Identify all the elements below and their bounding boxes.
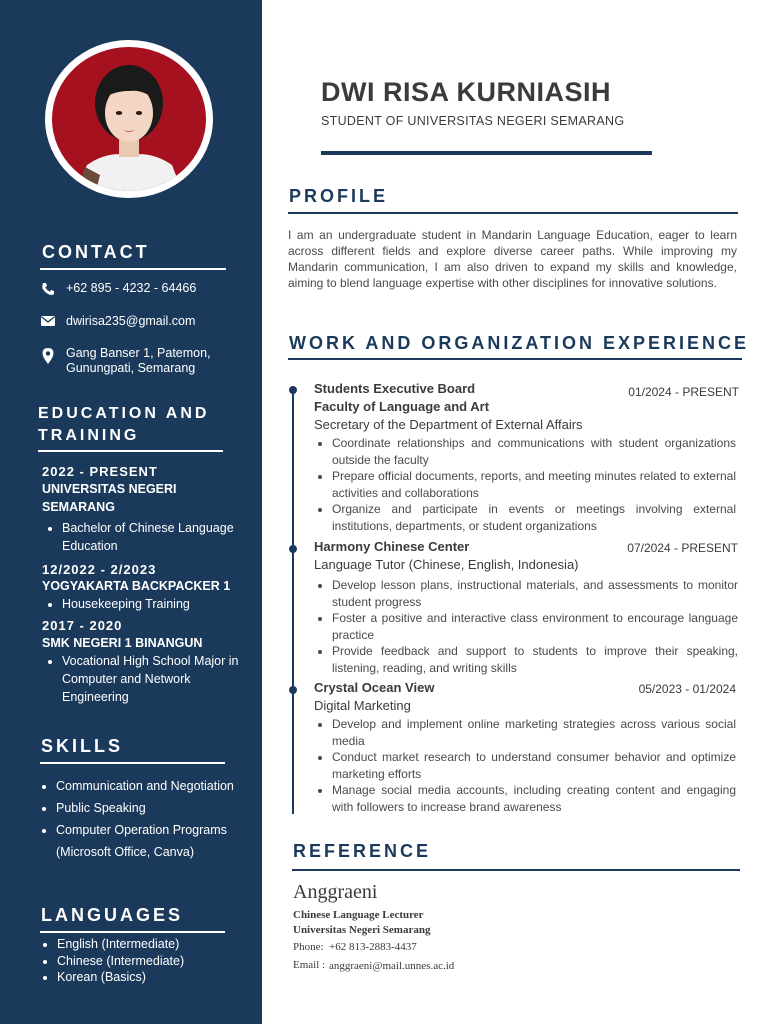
job-duties <box>314 716 736 815</box>
language-item: • English (Intermediate) <box>57 936 262 953</box>
experience-timeline <box>292 390 294 814</box>
languages-list <box>38 936 262 986</box>
job-organization: Students Executive Board <box>314 381 476 396</box>
experience-entry <box>314 538 738 676</box>
phone-icon <box>40 281 56 297</box>
education-items <box>42 595 242 613</box>
experience-heading: WORK AND ORGANIZATION EXPERIENCE <box>289 333 750 353</box>
job-role: Language Tutor (Chinese, English, Indonesia) <box>314 557 579 572</box>
skills-heading: SKILLS <box>41 736 124 756</box>
job-duty: • Prepare official documents, reports, and meeting minutes related to external activities and collaborations <box>332 468 736 501</box>
job-organization-line2: Faculty of Language and Art <box>314 399 490 414</box>
reference-phone-label: Phone: <box>293 941 324 953</box>
education-school-line1: SMK NEGERI 1 BINANGUN <box>42 636 203 650</box>
profile-heading: PROFILE <box>289 186 389 206</box>
email-icon <box>40 314 56 330</box>
profile-divider <box>288 212 738 214</box>
job-organization: Harmony Chinese Center <box>314 539 470 554</box>
job-duties <box>314 435 736 534</box>
experience-entry <box>314 679 736 815</box>
skills-list <box>36 775 261 863</box>
contact-address-line2: Gunungpati, Semarang <box>66 361 196 375</box>
education-item: • Vocational High School Major in Computer and Network Engineering <box>62 652 242 706</box>
sidebar <box>0 0 262 1024</box>
reference-name: Anggraeni <box>293 881 378 903</box>
job-duty: • Coordinate relationships and communications with student organizations outside the faculty <box>332 435 736 468</box>
reference-position: Chinese Language Lecturer <box>293 909 424 921</box>
job-organization: Crystal Ocean View <box>314 680 435 695</box>
reference-heading: REFERENCE <box>293 841 432 861</box>
contact-divider <box>40 268 226 270</box>
education-divider <box>38 450 223 452</box>
person-subtitle: STUDENT OF UNIVERSITAS NEGERI SEMARANG <box>321 114 625 128</box>
education-item: • Housekeeping Training <box>62 595 242 613</box>
job-duty: • Develop and implement online marketing strategies across various social media <box>332 716 736 749</box>
reference-divider <box>292 869 740 871</box>
languages-heading: LANGUAGES <box>41 905 184 925</box>
language-item: • Chinese (Intermediate) <box>57 953 262 970</box>
experience-divider <box>288 358 742 360</box>
timeline-dot <box>289 386 297 394</box>
profile-photo <box>52 47 206 191</box>
job-duty: • Conduct market research to understand consumer behavior and optimize marketing efforts <box>332 749 736 782</box>
timeline-dot <box>289 545 297 553</box>
education-year: 2017 - 2020 <box>42 618 123 633</box>
job-role: Secretary of the Department of External Affairs <box>314 417 583 432</box>
education-entry <box>42 562 242 613</box>
job-duty: • Develop lesson plans, instructional materials, and assessments to monitor student progress <box>332 577 738 610</box>
reference-phone: +62 813-2883-4437 <box>329 941 417 953</box>
skill-item: • Public Speaking <box>56 797 261 819</box>
job-date: 07/2024 - PRESENT <box>627 541 738 555</box>
education-school-line2: SEMARANG <box>42 500 115 514</box>
person-name: DWI RISA KURNIASIH <box>321 77 611 107</box>
contact-address-line1: Gang Banser 1, Patemon, <box>66 346 211 360</box>
education-school-line1: YOGYAKARTA BACKPACKER 1 <box>42 579 231 593</box>
education-year: 12/2022 - 2/2023 <box>42 562 157 577</box>
header-divider <box>321 151 652 155</box>
contact-email: dwirisa235@gmail.com <box>66 314 196 328</box>
education-school-line1: UNIVERSITAS NEGERI <box>42 482 177 496</box>
main-content <box>262 0 768 1024</box>
skill-item: • Communication and Negotiation <box>56 775 261 797</box>
education-item: • Bachelor of Chinese Language Education <box>62 519 242 555</box>
skill-item: • Computer Operation Programs (Microsoft Office, Canva) <box>56 819 261 863</box>
skills-divider <box>40 762 225 764</box>
education-entry <box>42 464 242 555</box>
location-pin-icon <box>41 347 57 363</box>
education-heading-line1: EDUCATION AND <box>38 405 210 422</box>
experience-entry <box>314 380 736 534</box>
education-items <box>42 652 242 706</box>
job-duty: • Organize and participate in events or meetings involving external institutions, departments, or student organizations <box>332 501 736 534</box>
contact-phone: +62 895 - 4232 - 64466 <box>66 281 197 295</box>
education-year: 2022 - PRESENT <box>42 464 158 479</box>
education-entry <box>42 618 242 706</box>
contact-heading: CONTACT <box>42 242 150 262</box>
job-duty: • Manage social media accounts, including creating content and engaging with followers to increase brand awareness <box>332 782 736 815</box>
reference-institution: Universitas Negeri Semarang <box>293 924 431 936</box>
job-duty: • Provide feedback and support to students to improve their speaking, listening, reading, and writing skills <box>332 643 738 676</box>
languages-divider <box>40 931 225 933</box>
job-date: 01/2024 - PRESENT <box>628 385 739 399</box>
reference-email-label: Email : <box>293 959 326 971</box>
profile-text: I am an undergraduate student in Mandarin Language Education, eager to learn across different fields and explore diverse career paths. While improving my Mandarin communication, I am also driven to expand my skills and knowledge, aiming to blend language expertise with other disciplines for innovative solutions. <box>288 228 737 290</box>
language-item: • Korean (Basics) <box>57 969 262 986</box>
job-role: Digital Marketing <box>314 698 411 713</box>
reference-email: anggraeni@mail.unnes.ac.id <box>329 960 455 972</box>
job-duties <box>314 577 738 676</box>
job-duty: • Foster a positive and interactive class environment to encourage language practice <box>332 610 738 643</box>
education-items <box>42 519 242 555</box>
timeline-dot <box>289 686 297 694</box>
education-heading-line2: TRAINING <box>38 427 140 444</box>
job-date: 05/2023 - 01/2024 <box>638 682 736 696</box>
